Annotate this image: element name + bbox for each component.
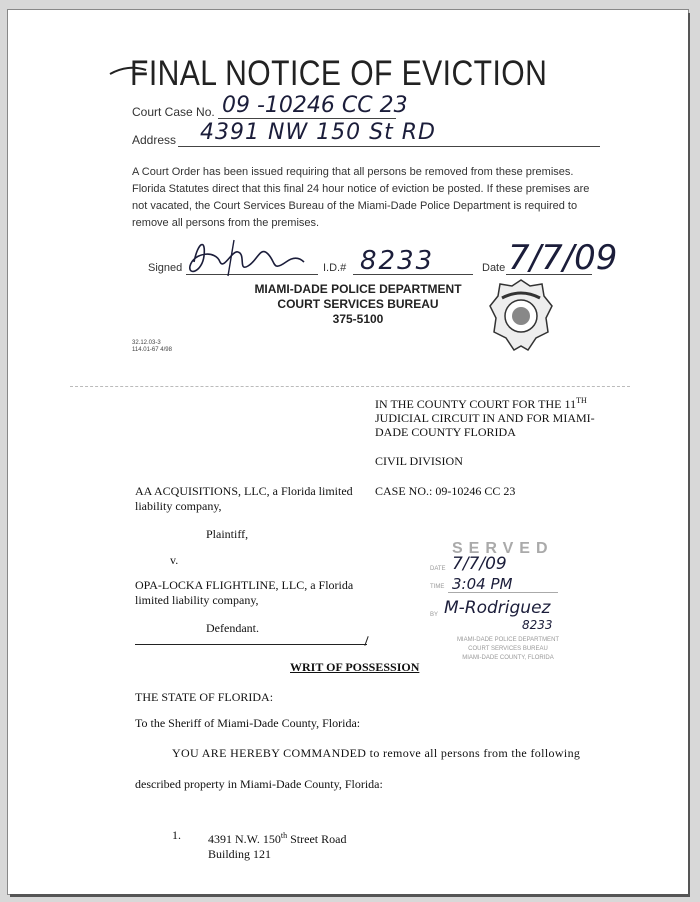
stamp-title: SERVED [452, 540, 554, 557]
caption-line [135, 644, 367, 645]
address-line [178, 146, 600, 147]
command-line-1: YOU ARE HEREBY COMMANDED to remove all persons from the following [172, 746, 581, 760]
item-line-2: Building 121 [208, 847, 272, 861]
stamp-footer [440, 636, 576, 663]
property-item [208, 828, 346, 862]
case-label: Court Case No. [132, 105, 215, 119]
stamp-date-value: 7/7/09 [452, 554, 507, 574]
defendant-block [135, 578, 353, 608]
defendant-name-2: limited liability company, [135, 593, 259, 607]
stamp-date-label: DATE [430, 566, 446, 572]
court-line-2: JUDICIAL CIRCUIT IN AND FOR MIAMI- [375, 411, 595, 425]
stamp-footer-3: MIAMI-DADE COUNTY, FLORIDA [462, 655, 554, 661]
item-number: 1. [172, 828, 181, 842]
stamp-time-value: 3:04 PM [452, 575, 513, 593]
stamp-officer: M-Rodriguez [444, 598, 551, 618]
case-line [218, 118, 396, 119]
signature-icon [176, 232, 336, 284]
department-block [238, 282, 478, 327]
stamp-badge: 8233 [522, 618, 553, 632]
item-line-1a: 4391 N.W. 150 [208, 832, 281, 846]
stamp-by-label: BY [430, 612, 439, 618]
signed-label: Signed [148, 262, 183, 274]
court-heading [375, 394, 615, 439]
civil-division: CIVIL DIVISION [375, 454, 463, 468]
court-line-1: IN THE COUNTY COURT FOR THE 11 [375, 397, 577, 411]
served-stamp [422, 540, 582, 690]
form-codes [132, 340, 172, 354]
to-sheriff-line: To the Sheriff of Miami-Dade County, Florida: [135, 716, 361, 730]
scan-divider [70, 386, 630, 387]
plaintiff-name-2: liability company, [135, 499, 222, 513]
item-line-1b: Street Road [287, 832, 347, 846]
plaintiff-name-1: AA ACQUISITIONS, LLC, a Florida limited [135, 484, 353, 498]
notice-title: FINAL NOTICE OF EVICTION [130, 54, 548, 93]
stamp-time-label: TIME [430, 584, 445, 590]
case-number: CASE NO.: 09-10246 CC 23 [375, 484, 516, 498]
department-phone: 375-5100 [332, 312, 384, 326]
form-code-2: 114.01-67 4/98 [132, 347, 172, 353]
writ-heading: WRIT OF POSSESSION [290, 660, 420, 674]
id-label: I.D.# [323, 262, 347, 274]
stamp-footer-1: MIAMI-DADE POLICE DEPARTMENT [456, 637, 560, 643]
document-page [8, 10, 688, 894]
plaintiff-block [135, 484, 353, 514]
item-line-1-sup: th [280, 831, 288, 840]
court-line-1-sup: TH [576, 396, 587, 405]
department-name: MIAMI-DADE POLICE DEPARTMENT [254, 282, 462, 296]
address-label: Address [132, 133, 177, 147]
court-line-3: DADE COUNTY FLORIDA [375, 425, 516, 439]
form-code-1: 32.12.03-3 [132, 340, 161, 346]
bureau-name: COURT SERVICES BUREAU [277, 297, 439, 311]
address-handwritten: 4391 NW 150 St RD [200, 120, 436, 145]
defendant-label: Defendant. [206, 621, 259, 635]
plaintiff-label: Plaintiff, [206, 527, 249, 541]
date-label: Date [482, 262, 506, 274]
versus: v. [170, 553, 179, 567]
stamp-footer-2: COURT SERVICES BUREAU [468, 646, 548, 652]
id-handwritten: 8233 [360, 246, 435, 276]
police-badge-icon [486, 276, 556, 356]
state-line: THE STATE OF FLORIDA: [135, 690, 274, 704]
case-handwritten: 09 -10246 CC 23 [222, 93, 408, 118]
command-line-2: described property in Miami-Dade County, Florida: [135, 777, 383, 791]
notice-body: A Court Order has been issued requiring that all persons be removed from these premises. Florida Statutes direct that this final 24 hour notice of eviction be posted. If these premises are not vacated, the Court Services Bureau of the Miami-Dade Police Department is required to remove all persons from the premises. [132, 166, 590, 229]
stamp-line [448, 592, 558, 593]
date-handwritten: 7/7/09 [508, 238, 618, 278]
defendant-name-1: OPA-LOCKA FLIGHTLINE, LLC, a Florida [135, 578, 354, 592]
